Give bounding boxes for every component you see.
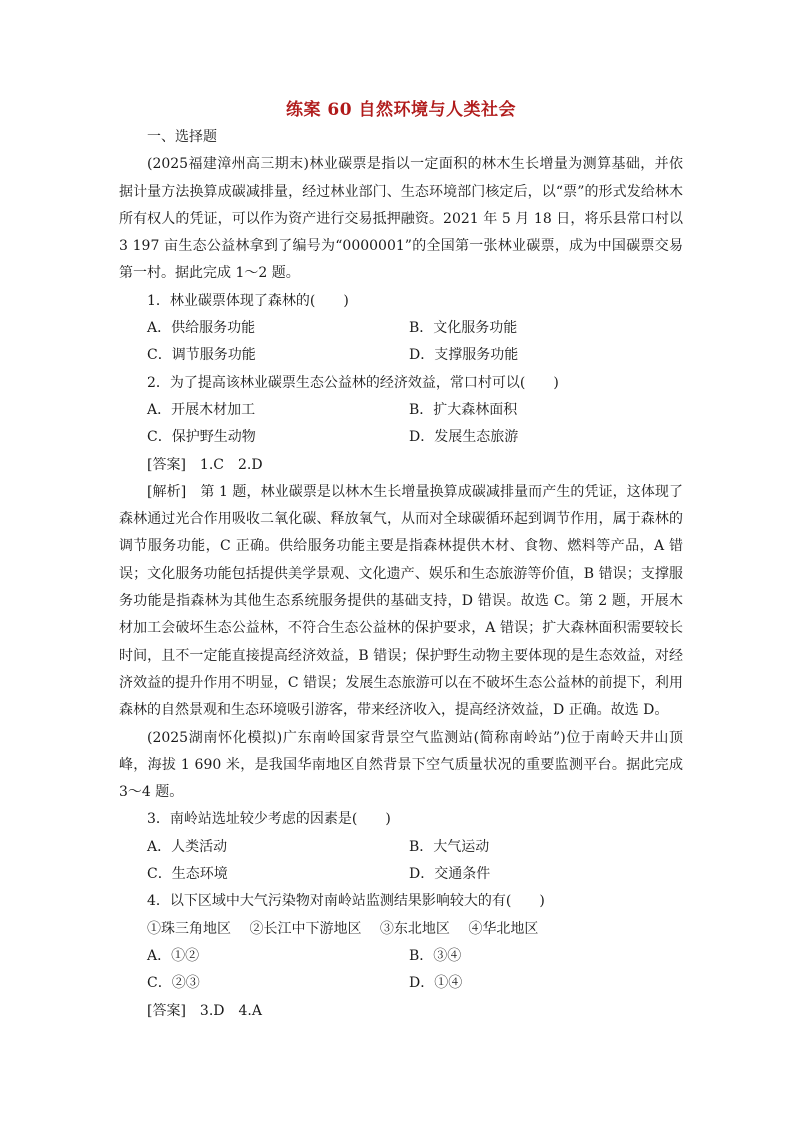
q1-option-b: B．文化服务功能 <box>409 320 518 337</box>
q3-option-c: C．生态环境 <box>147 866 228 883</box>
q4-option-a: A．①② <box>147 947 200 964</box>
q4-option-d: D．①④ <box>409 975 463 992</box>
page-title: 练案 60 自然环境与人类社会 <box>286 100 516 120</box>
q4-region-4: ④华北地区 <box>468 920 539 937</box>
q4-option-b: B．③④ <box>409 947 462 964</box>
question-4-options-row-1 <box>119 943 683 970</box>
question-2-stem: 2．为了提高该林业碳票生态公益林的经济效益，常口村可以( ) <box>147 374 559 391</box>
question-4-options-row-2 <box>119 970 683 997</box>
answer-3-4: [答案] 3.D 4.A <box>147 1002 262 1019</box>
q2-option-d: D．发展生态旅游 <box>409 429 519 446</box>
question-4-regions <box>119 916 683 943</box>
q1-option-d: D．支撑服务功能 <box>409 347 519 364</box>
passage-2: (2025湖南怀化模拟)广东南岭国家背景空气监测站(简称南岭站”)位于南岭天井山顶峰，海拔 1 690 米，是我国华南地区自然背景下空气质量状况的重要监测平台。据此完成 3～4 题。 <box>119 729 683 801</box>
question-1-stem: 1．林业碳票体现了森林的( ) <box>147 292 349 309</box>
q4-option-c: C．②③ <box>147 975 200 992</box>
question-1-options-row-1 <box>119 315 683 342</box>
q3-option-b: B．大气运动 <box>409 838 490 855</box>
q2-option-b: B．扩大森林面积 <box>409 401 518 418</box>
answer-1-2: [答案] 1.C 2.D <box>147 456 263 473</box>
question-3-options-row-2 <box>119 861 683 888</box>
q2-option-c: C．保护野生动物 <box>147 429 256 446</box>
question-3-stem: 3．南岭站选址较少考虑的因素是( ) <box>147 811 391 828</box>
q4-region-1: ①珠三角地区 <box>147 920 231 937</box>
q4-region-2: ②长江中下游地区 <box>249 920 362 937</box>
passage-1: (2025福建漳州高三期末)林业碳票是指以一定面积的林木生长增量为测算基础，并依据计量方法换算成碳减排量，经过林业部门、生态环境部门核定后，以“票”的形式发给林木所有权人的凭证，可以作为资产进行交易抵押融资。2021 年 5 月 18 日，将乐县常口村以 3 197 亩生态公益林拿到了编号为“0000001”的全国第一张林业碳票，成为中国碳票交易第一村。据此完成 1～2 题。 <box>119 156 683 282</box>
page-content <box>119 96 683 1025</box>
q3-option-d: D．交通条件 <box>409 866 491 883</box>
analysis-1-2: [解析] 第 1 题，林业碳票是以林木生长增量换算成碳减排量而产生的凭证，这体现了森林通过光合作用吸收二氧化碳、释放氧气，从而对全球碳循环起到调节作用，属于森林的调节服务功能，C 正确。供给服务功能主要是指森林提供木材、食物、燃料等产品，A 错误；文化服务功能包括提供美学景观、文化遗产、娱乐和生态旅游等价值，B 错误；支撑服务功能是指森林为其他生态系统服务提供的基础支持，D 错误。故选 C。第 2 题，开展木材加工会破坏生态公益林，不符合生态公益林的保护要求，A 错误；扩大森林面积需要较长时间，且不一定能直接提高经济效益，B 错误；保护野生动物主要体现的是生态效益，对经济效益的提升作用不明显，C 错误；发展生态旅游可以在不破坏生态公益林的前提下，利用森林的自然景观和生态环境吸引游客，带来经济收入，提高经济效益，D 正确。故选 D。 <box>119 483 683 719</box>
question-4-stem: 4．以下区域中大气污染物对南岭站监测结果影响较大的有( ) <box>147 893 545 910</box>
question-2-options-row-2 <box>119 424 683 451</box>
section-heading: 一、选择题 <box>147 129 217 145</box>
question-3-options-row-1 <box>119 834 683 861</box>
question-1-options-row-2 <box>119 342 683 369</box>
q1-option-a: A．供给服务功能 <box>147 320 256 337</box>
q2-option-a: A．开展木材加工 <box>147 401 256 418</box>
q4-region-3: ③东北地区 <box>379 920 450 937</box>
question-2-options-row-1 <box>119 397 683 424</box>
q3-option-a: A．人类活动 <box>147 838 228 855</box>
q1-option-c: C．调节服务功能 <box>147 347 256 364</box>
